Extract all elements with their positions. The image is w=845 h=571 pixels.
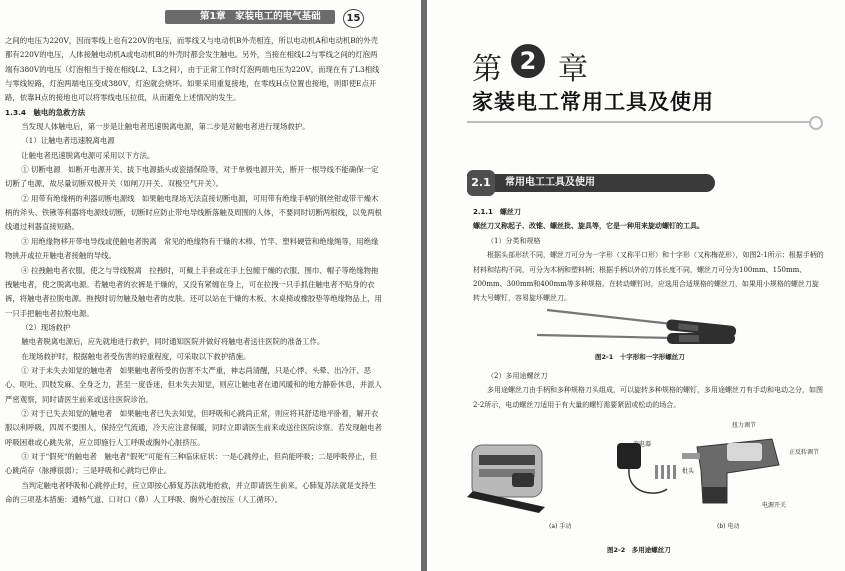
chapter-prefix: 第 [472,52,502,87]
chapter-suffix: 章 [558,52,588,87]
screwdrivers-figure [427,300,845,360]
body-text-block-2 [473,369,825,412]
paragraph: ② 用带有绝缘柄的利器切断电源线 如果触电现场无法直接切断电源，可用带有绝缘手柄的钢丝钳或带干燥木柄的斧头、铁锹等利器将电源线切断，切断时应防止带电导线断落触及周围的人体，不要同时切断两根线，以免两根线通过利器直接短路。 [5,193,382,232]
paragraph: 在现场救护时，根据触电者受伤害的轻重程度，可采取以下救护措施。 [21,351,251,361]
paragraph: 让触电者迅速脱离电源可采用以下方法。 [21,150,155,160]
paragraph: ③ 对于"假死"的触电者 触电者"假死"可能有三种临床症状：一是心跳停止，但尚能呼吸；二是呼吸停止，但心跳尚存（脉搏很弱）；三是呼吸和心跳均已停止。 [5,451,378,476]
label-torque-adjust: 扭力调节 [732,422,757,429]
chapter-running-title: 第1章 家装电工的电气基础 [200,11,321,22]
paragraph: 当发现人体触电后，第一步是让触电者迅速脱离电源，第二步是对触电者进行现场救护。 [21,122,310,132]
paragraph: ③ 用绝缘物移开带电导线或使触电者脱离 常见的绝缘物有干燥的木棒、竹竿、塑料硬管和绝缘绳等，用绝缘物挑开或拉开触电者接触的导线。 [5,236,379,261]
flathead-screwdriver [537,333,735,344]
chapter-divider [467,121,812,123]
chapter-number-badge: 2 [511,44,545,78]
section-heading: 2.1.1 螺丝刀 [473,208,521,216]
figure-2-1-caption: 图2-1 十字形和一字形螺丝刀 [595,353,685,361]
chapter-title: 家装电工常用工具及使用 [472,90,714,114]
paragraph: 当判定触电者呼吸和心跳停止时，应立即按心肺复苏法就地抢救，并立即请医生前来。心肺复苏法就是支持生命的三项基本措施：通畅气道、口对口（鼻）人工呼吸、胸外心脏按压（人工循环）。 [5,480,377,504]
paragraph: 触电者脱离电源后，应先就地进行救护，同时通知医院并做好将触电者送往医院的准备工作。 [21,337,325,347]
paragraph: 根据头部形状不同，螺丝刀可分为一字形（又称平口形）和十字形（又称梅花形），如图2-1所示；根据手柄的材料和结构不同，可分为木柄和塑料柄；根据手柄以外的刀体长度不同，螺丝刀可分为100mm、150mm、200mm、300mm和400mm等多种规格。在转动螺钉时，应选用合适规格的螺丝刀，如果用小规格的螺丝刀旋转大号螺钉，容易旋坏螺丝刀。 [473,251,824,303]
paragraph: ④ 拉拽触电者衣服，使之与导线脱离 拉拽时，可戴上手套或在手上包缠干燥的衣服、围巾、帽子等绝缘物拖拽触电者，使之脱离电源。若触电者的衣裤是干燥的，又没有紧缠在身上，可在拉拽一只手抓住触电者不贴身的衣裤，将触电者拉脱电源。拖拽时切勿触及触电者的皮肤。还可以站在干燥的木板、木桌椅或橡胶垫等绝缘物品上，用一只手把触电者拉脱电源。 [5,265,382,318]
label-manual: (a) 手动 [549,523,572,530]
paragraph: 多用途螺丝刀由手柄和多种规格刀头组成，可以旋转多种规格的螺钉，多用途螺丝刀有手动和电动之分，如图2-2所示，电动螺丝刀适用于有大量的螺钉需要紧固或松动的场合。 [473,386,823,409]
figure-2-2-caption: 图2-2 多用途螺丝刀 [607,546,671,554]
paragraph: （2）多用途螺丝刀 [487,372,548,380]
left-body-text [5,34,383,507]
paragraph: ① 对于未失去知觉的触电者 如果触电者所受的伤害不太严重，神志尚清醒，只是心悸、头晕、出冷汗、恶心、呕吐、四肢发麻、全身乏力，甚至一度昏迷，但未失去知觉，则应让触电者在通风暖和的地方静卧休息，并派人严密观察，同时请医生前来或送往医院诊治。 [5,365,382,404]
label-power-switch: 电源开关 [762,502,787,509]
label-direction-adjust: 正反转调节 [789,449,820,456]
section-heading: 1.3.4 触电的急救方法 [5,107,86,117]
divider-end-circle [809,116,823,130]
body-text-block-1 [473,205,825,306]
label-bits: 批头 [682,468,695,475]
paragraph: ① 切断电源 如断开电源开关、拔下电源插头或瓷插保险等，对于单极电源开关，断开一根导线不能确保一定切断了电源，故尽量切断双极开关（如闸刀开关、双极空气开关）。 [5,165,379,189]
charger [617,443,667,493]
page-number: 15 [343,9,364,28]
paragraph: ② 对于已失去知觉的触电者 如果触电者已失去知觉，但呼吸和心跳尚正常，则应将其舒适地平卧着，解开衣服以利呼吸，四周不要围人，保持空气流通，冷天应注意保暖，同时立即请医生前来或送往医院诊察。若发现触电者呼吸困难或心跳失常，应立即施行人工呼吸或胸外心脏挤压。 [5,408,382,447]
paragraph: （1）让触电者迅速脱离电源 [21,136,115,146]
label-electric: (b) 电动 [717,523,740,530]
paragraph: （2）现场救护 [21,322,71,332]
page-header [0,4,421,30]
section-number-badge: 2.1 [467,170,495,196]
section-heading: 螺丝刀又称起子、改锥、螺丝批、旋具等，它是一种用来旋动螺钉的工具。 [473,222,704,231]
manual-screwdriver-set [467,445,545,513]
right-page [427,0,845,571]
screwdriver-bits [655,465,676,479]
section-title: 常用电工工具及使用 [505,177,595,188]
left-page [0,0,421,571]
paragraph: （1）分类和规格 [487,236,541,245]
paragraph: 之间的电压为220V，因而零线上也有220V的电压，而零线又与电动机B外壳相连，所以电动机A和电动机B的外壳都有220V的电压，人体接触电动机A或电动机B的外壳时都会发生触电。另外，当接在相线L2与零线之间的灯泡两端有380V的电压（灯泡相当于接在相线L2、L3之间），由于正常工作时灯泡两端电压为220V，而现在有了L3相线与零线短路，灯泡两端电压变成380V，灯泡就会烧坏。如果采用重复接地，在零线H点位置也接地，则即使E点开路，依靠H点的接地也可以将零线电压拉低，从而避免上述情况的发生。 [5,36,380,103]
label-charger: 充电器 [633,441,652,448]
electric-screwdriver [682,439,779,503]
